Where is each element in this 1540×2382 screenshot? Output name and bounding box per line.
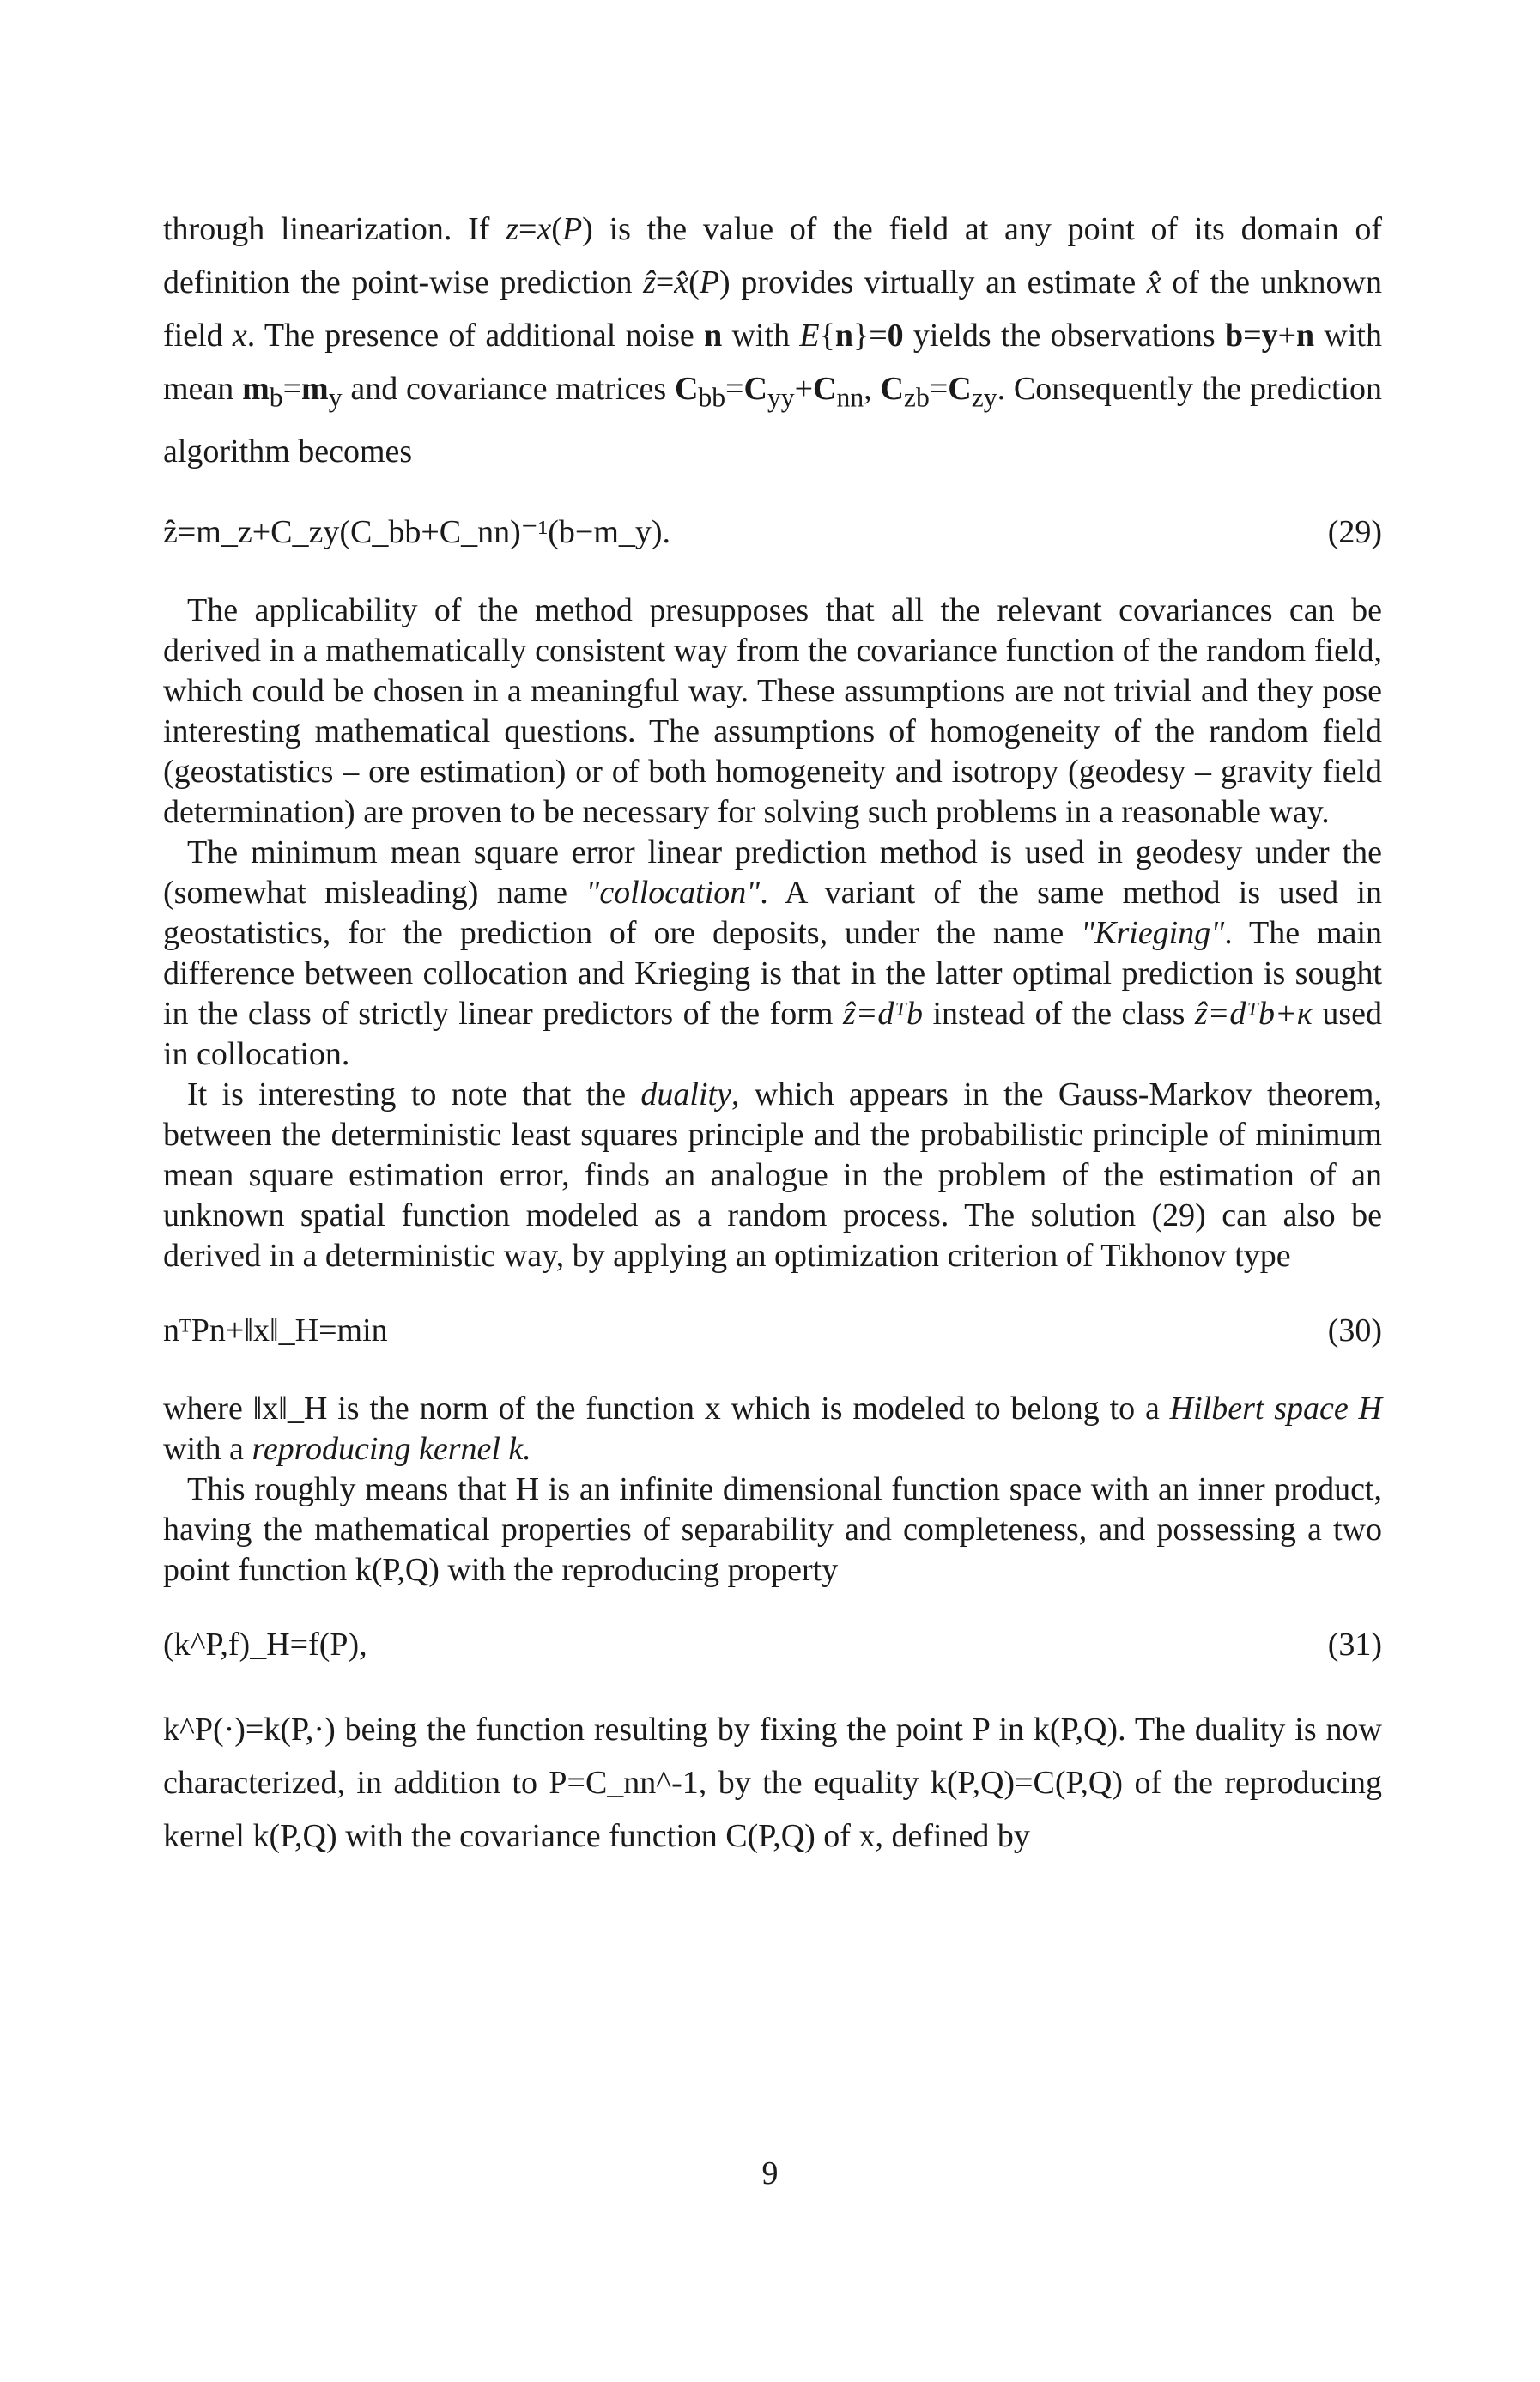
paragraph-norm: where ‖x‖_H is the norm of the function x which is modeled to belong to a Hilbert space H with a reproducing kernel k. xyxy=(163,1390,1382,1467)
equation-30 xyxy=(163,1311,1382,1351)
paragraph-collocation: The minimum mean square error linear prediction method is used in geodesy under the (somewhat misleading) name "collocation". A variant of the same method is used in geostatistics, for the prediction of ore deposits, under the name "Krieging". The main difference between collocation and Krieging is that in the latter optimal prediction is sought in the class of strictly linear predictors of the form ẑ=dᵀb instead of the class ẑ=dᵀb+κ used in collocation. xyxy=(163,833,1383,1072)
equation-31-formula: (k^P,f)_H=f(P), xyxy=(163,1626,367,1663)
page-body xyxy=(163,203,1382,1863)
term-duality: duality xyxy=(640,1076,731,1112)
paragraph-final: k^P(·)=k(P,·) being the function resulting by fixing the point P in k(P,Q). The duality is now characterized, in addition to P=C_nn^-1, by the equality k(P,Q)=C(P,Q) of the reproducing kernel k(P,Q) with the covariance function C(P,Q) of x, defined by xyxy=(163,1711,1382,1854)
page-number: 9 xyxy=(761,2155,779,2191)
equation-31 xyxy=(163,1625,1382,1665)
equation-29-number: (29) xyxy=(1327,513,1382,550)
equation-31-number: (31) xyxy=(1327,1626,1382,1663)
term-krieging: "Krieging" xyxy=(1081,914,1225,951)
paragraph-duality: It is interesting to note that the duality, which appears in the Gauss-Markov theorem, between the deterministic least squares principle and the probabilistic principle of minimum mean square estimation error, finds an analogue in the problem of the estimation of an unknown spatial function modeled as a random process. The solution (29) can also be derived in a deterministic way, by applying an optimization criterion of Tikhonov type xyxy=(163,1076,1382,1274)
equation-30-formula: nᵀPn+‖x‖_H=min xyxy=(163,1312,388,1349)
equation-29 xyxy=(163,512,1382,553)
equation-30-number: (30) xyxy=(1327,1312,1382,1349)
paragraph-hilbert: This roughly means that H is an infinite dimensional function space with an inner product, having the mathematical properties of separability and completeness, and possessing a two point function k(P,Q) with the reproducing property xyxy=(163,1470,1382,1588)
term-reproducing-kernel: reproducing kernel k. xyxy=(252,1430,531,1467)
paragraph-intro: through linearization. If z=x(P) is the value of the field at any point of its domain of definition the point-wise prediction ẑ=x̂(P) provides virtually an estimate x̂ of the unknown field x. The presence of additional noise n with E{n}=0 yields the observations b=y+n with mean $m_b=m_y$ and covariance matrices $C_{bb}=C_{yy}+C_{nn}$, $C_{zb}=C_{zy}$. Consequently the prediction algorithm becomes xyxy=(163,211,1383,470)
term-collocation: "collocation" xyxy=(585,874,761,911)
formula-affine: ẑ=dᵀb+κ xyxy=(1194,995,1313,1032)
formula-linear: ẑ=dᵀb xyxy=(842,995,924,1032)
equation-29-formula: ẑ=m_z+C_zy(C_bb+C_nn)⁻¹(b−m_y). xyxy=(163,513,671,550)
paragraph-applicability: The applicability of the method presupposes that all the relevant covariances can be derived in a mathematically consistent way from the covariance function of the random field, which could be chosen in a meaningful way. These assumptions are not trivial and they pose interesting mathematical questions. The assumptions of homogeneity of the random field (geostatistics – ore estimation) or of both homogeneity and isotropy (geodesy – gravity field determination) are proven to be necessary for solving such problems in a reasonable way. xyxy=(163,591,1382,830)
term-hilbert-space: Hilbert space H xyxy=(1169,1390,1382,1427)
